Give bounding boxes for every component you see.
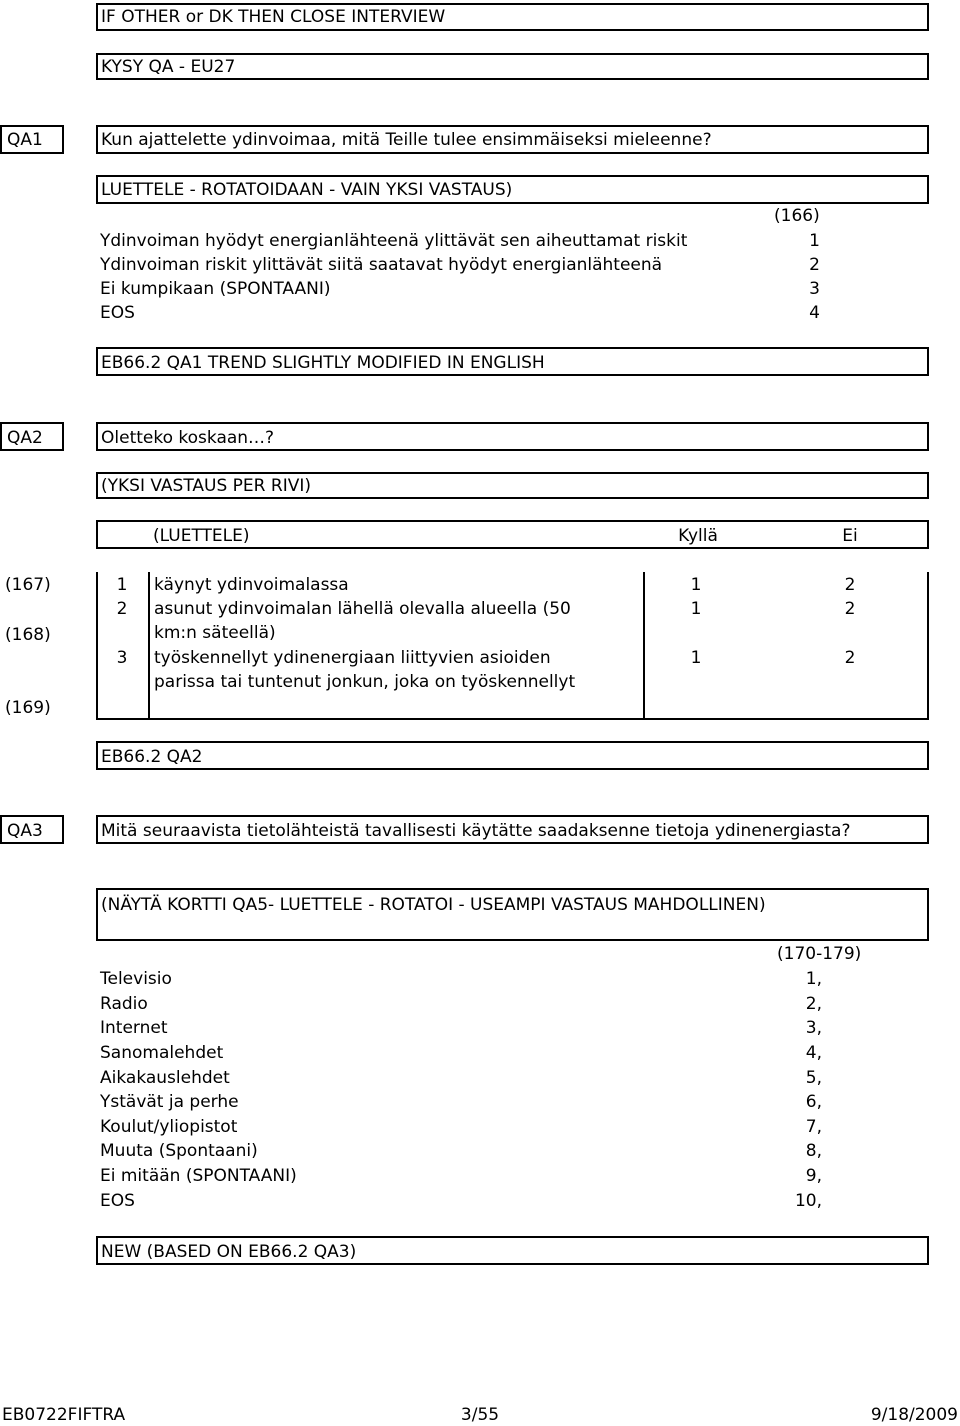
qa1-option-4-code: 4 xyxy=(809,303,820,323)
qa3-question: Mitä seuraavista tietolähteistä tavallisesti käytätte saadaksenne tietoja ydinenergiasta? xyxy=(101,821,851,841)
qa2-row-3-text-line2: parissa tai tuntenut jonkun, joka on työskennellyt xyxy=(154,672,576,692)
qa2-row-1-column: (167) xyxy=(5,575,51,595)
qa2-row-3-yes: 1 xyxy=(690,648,702,668)
qa3-option-1-code: 1, xyxy=(805,969,822,989)
qa3-option-3: Internet xyxy=(100,1018,168,1038)
qa3-question-box xyxy=(96,815,929,844)
qa2-question-box xyxy=(96,422,929,451)
qa3-option-2: Radio xyxy=(100,994,148,1014)
qa2-code-box xyxy=(0,422,64,451)
qa3-option-9-code: 9, xyxy=(805,1166,822,1186)
qa2-row-2-column: (168) xyxy=(5,625,51,645)
qa3-note-box xyxy=(96,1236,929,1265)
qa2-row-1-num: 1 xyxy=(116,575,128,595)
qa1-question: Kun ajattelette ydinvoimaa, mitä Teille tulee ensimmäiseksi mieleenne? xyxy=(101,130,712,150)
qa2-row-2-text-line1: asunut ydinvoimalan lähellä olevalla alueella (50 xyxy=(154,599,571,619)
qa2-instruction-box xyxy=(96,472,929,499)
qa1-option-1-code: 1 xyxy=(809,231,820,251)
qa3-option-8: Muuta (Spontaani) xyxy=(100,1141,258,1161)
qa1-note: EB66.2 QA1 TREND SLIGHTLY MODIFIED IN ENGLISH xyxy=(101,353,545,373)
qa3-option-6: Ystävät ja perhe xyxy=(100,1092,239,1112)
qa3-option-7-code: 7, xyxy=(805,1117,822,1137)
qa3-note: NEW (BASED ON EB66.2 QA3) xyxy=(101,1242,357,1262)
qa2-code: QA2 xyxy=(7,428,43,448)
qa2-row-3-text-line1: työskennellyt ydinenergiaan liittyvien asioiden xyxy=(154,648,551,668)
qa1-option-2-code: 2 xyxy=(809,255,820,275)
close-instruction-box xyxy=(96,3,929,31)
qa3-option-4-code: 4, xyxy=(805,1043,822,1063)
qa3-instruction-box xyxy=(96,888,929,941)
qa2-instruction: (YKSI VASTAUS PER RIVI) xyxy=(101,476,311,496)
qa2-row-2-num: 2 xyxy=(116,599,128,619)
qa2-note: EB66.2 QA2 xyxy=(101,747,203,767)
qa3-option-5: Aikakauslehdet xyxy=(100,1068,230,1088)
qa2-header-yes: Kyllä xyxy=(678,526,718,546)
qa2-table-border-right xyxy=(927,572,929,720)
qa2-table-body xyxy=(96,572,929,720)
qa2-header-no: Ei xyxy=(842,526,858,546)
qa3-option-10: EOS xyxy=(100,1191,135,1211)
qa2-row-2-no: 2 xyxy=(844,599,856,619)
qa3-code: QA3 xyxy=(7,821,43,841)
qa3-option-1: Televisio xyxy=(100,969,172,989)
qa3-option-7: Koulut/yliopistot xyxy=(100,1117,238,1137)
qa1-option-2: Ydinvoiman riskit ylittävät siitä saatavat hyödyt energianlähteenä xyxy=(100,255,663,275)
footer-date: 9/18/2009 xyxy=(870,1405,958,1425)
qa3-option-3-code: 3, xyxy=(805,1018,822,1038)
qa1-option-3-code: 3 xyxy=(809,279,820,299)
qa2-row-3-no: 2 xyxy=(844,648,856,668)
qa3-option-8-code: 8, xyxy=(805,1141,822,1161)
qa2-header-list: (LUETTELE) xyxy=(153,526,250,546)
qa1-code: QA1 xyxy=(7,130,43,150)
qa3-code-box xyxy=(0,815,64,844)
qa2-table-border-left xyxy=(96,572,98,720)
qa2-row-2-yes: 1 xyxy=(690,599,702,619)
qa1-note-box xyxy=(96,347,929,376)
qa3-instruction: (NÄYTÄ KORTTI QA5- LUETTELE - ROTATOI - USEAMPI VASTAUS MAHDOLLINEN) xyxy=(101,895,766,915)
qa1-instruction-box xyxy=(96,175,929,204)
qa2-question: Oletteko koskaan…? xyxy=(101,428,275,448)
qa2-table-header xyxy=(96,520,929,549)
qa1-question-box xyxy=(96,125,929,154)
qa3-option-10-code: 10, xyxy=(794,1191,822,1211)
ask-instruction-box xyxy=(96,53,929,80)
footer-page-number: 3/55 xyxy=(460,1405,500,1425)
qa2-table-divider-yes xyxy=(643,572,645,720)
qa2-table-divider-num xyxy=(148,572,150,720)
close-instruction-text: IF OTHER or DK THEN CLOSE INTERVIEW xyxy=(101,7,446,27)
qa1-code-box xyxy=(0,125,64,154)
qa2-row-3-column: (169) xyxy=(5,698,51,718)
qa1-instruction: LUETTELE - ROTATOIDAAN - VAIN YKSI VASTAUS) xyxy=(101,180,513,200)
qa2-note-box xyxy=(96,741,929,770)
qa3-option-5-code: 5, xyxy=(805,1068,822,1088)
qa3-option-2-code: 2, xyxy=(805,994,822,1014)
qa3-option-4: Sanomalehdet xyxy=(100,1043,224,1063)
qa2-row-2-text-line2: km:n säteellä) xyxy=(154,623,276,643)
ask-instruction-text: KYSY QA - EU27 xyxy=(101,57,236,77)
qa2-row-1-yes: 1 xyxy=(690,575,702,595)
qa1-column-code: (166) xyxy=(774,206,820,226)
footer-doc-id: EB0722FIFTRA xyxy=(2,1405,126,1425)
qa3-option-6-code: 6, xyxy=(805,1092,822,1112)
qa2-table-border-bottom xyxy=(96,718,929,720)
qa2-row-3-num: 3 xyxy=(116,648,128,668)
qa1-option-4: EOS xyxy=(100,303,135,323)
qa1-option-3: Ei kumpikaan (SPONTAANI) xyxy=(100,279,331,299)
qa1-option-1: Ydinvoiman hyödyt energianlähteenä ylittävät sen aiheuttamat riskit xyxy=(100,231,688,251)
qa2-row-1-text: käynyt ydinvoimalassa xyxy=(154,575,349,595)
qa3-column-code: (170-179) xyxy=(777,944,862,964)
qa3-option-9: Ei mitään (SPONTAANI) xyxy=(100,1166,297,1186)
qa2-row-1-no: 2 xyxy=(844,575,856,595)
